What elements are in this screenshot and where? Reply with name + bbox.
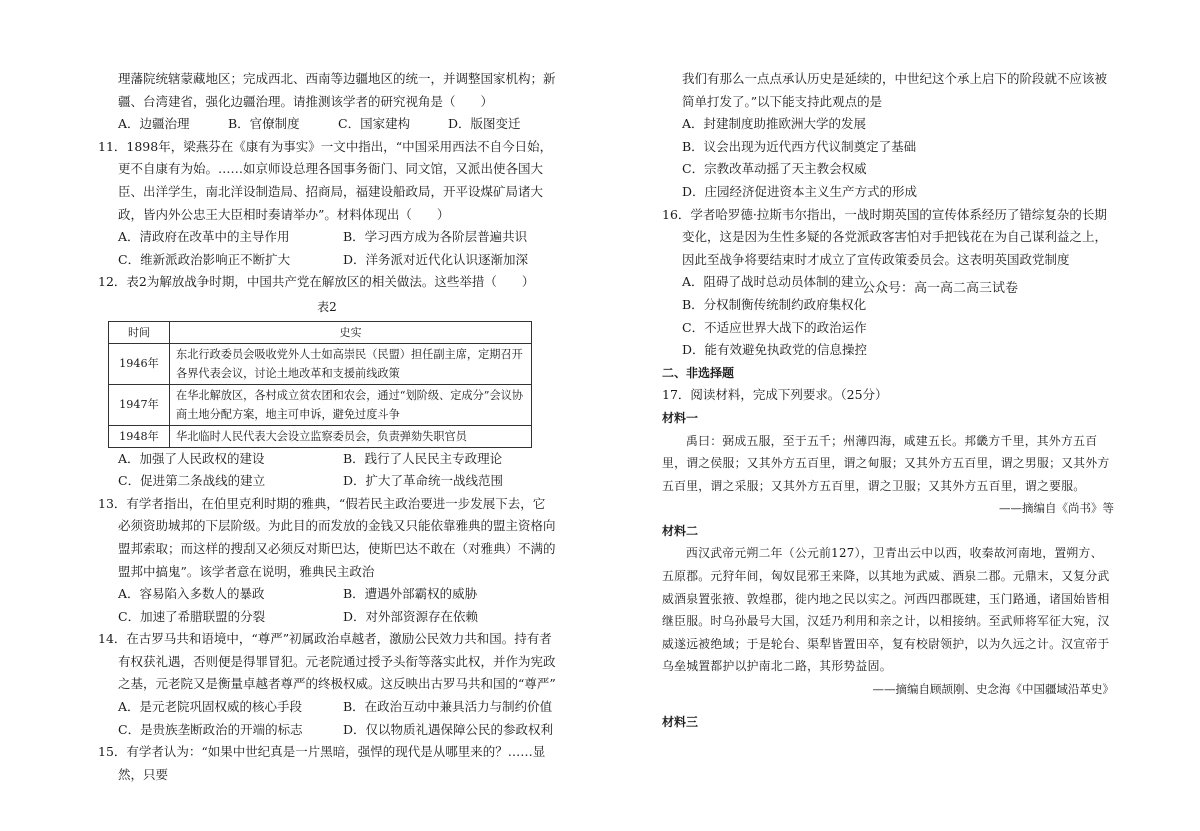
q13-options-row2 — [98, 606, 556, 629]
material-1-source: ——摘编自《尚书》等 — [999, 501, 1114, 516]
q14-option-d: D．仅以物质礼遇保障公民的参政权利 — [343, 721, 554, 737]
material-1-text: 禹曰：弼成五服，至于五千；州薄四海，咸建五长。邦畿方千里，其外方五百里，谓之侯服；又其外方五百里，谓之甸服；又其外方五百里，谓之男服；又其外方五百里，谓之采服；又其外方五百里，谓之卫服；又其外方五百里，谓之要服。 — [662, 433, 1110, 493]
q10-option-a: A．边疆治理 — [118, 116, 190, 132]
watermark-text: 公众号：高一高二高三试卷 — [862, 281, 1019, 296]
q14-options-row1 — [98, 696, 556, 719]
q10-option-d: D．版图变迁 — [448, 116, 521, 132]
table-header-row — [109, 321, 532, 343]
q16-option-a: A．阻碍了战时总动员体制的建立 — [682, 274, 867, 290]
material-3-title: 材料三 — [662, 714, 699, 729]
spacer — [662, 701, 1114, 711]
table-row — [109, 425, 532, 447]
q12-option-b: B．践行了人民民主专政理论 — [343, 450, 503, 466]
q17-stem: 17．阅读材料，完成下列要求。（25分） — [662, 387, 888, 403]
q11-option-a: A．清政府在改革中的主导作用 — [118, 229, 290, 245]
q15-stem-tail: 我们有那么一点点承认历史是延续的，中世纪这个承上启下的阶段就不应该被简单打发了。”以下能支持此观点的是 — [682, 71, 1108, 109]
q11-options-row1 — [98, 226, 556, 249]
q13-stem: 13．有学者指出，在伯里克利时期的雅典，“假若民主政治要进一步发展下去，它必须资助城邦的下层阶级。为此目的而发放的金钱又只能依靠雅典的盟主资格向盟邦索取；而这样的搜刮又必须反对斯巴达，使斯巴达不敢在（对雅典）不满的盟邦中搞鬼”。该学者意在说明，雅典民主政治 — [98, 495, 556, 579]
q14-option-b: B．在政治互动中兼具活力与制约价值 — [343, 699, 553, 715]
table-cell-fact: 东北行政委员会吸收党外人士如高崇民（民盟）担任副主席，定期召开各界代表会议，讨论土地改革和支援前线政策 — [170, 343, 532, 384]
q14-option-a: A．是元老院巩固权威的核心手段 — [118, 699, 303, 715]
q12-option-a: A．加强了人民政权的建设 — [118, 450, 265, 466]
q15-option-d: D．庄园经济促进资本主义生产方式的形成 — [682, 183, 918, 199]
q13-option-c: C．加速了希腊联盟的分裂 — [118, 608, 266, 624]
table-caption: 表2 — [317, 299, 337, 314]
q15-stem: 15．有学者认为：“如果中世纪真是一片黑暗，强悍的现代是从哪里来的？……显然，只要 — [98, 744, 546, 782]
right-column — [662, 68, 1114, 733]
material-2-title: 材料二 — [662, 523, 699, 538]
q12-option-c: C．促进第二条战线的建立 — [118, 473, 266, 489]
q11-options-row2 — [98, 249, 556, 272]
q11-option-b: B．学习西方成为各阶层普遍共识 — [343, 229, 528, 245]
q15-option-a: A．封建制度助推欧洲大学的发展 — [682, 116, 867, 132]
section-heading: 二、非选择题 — [662, 365, 735, 380]
q12-options-row1 — [98, 448, 556, 471]
q12-options-row2 — [98, 470, 556, 493]
table-header-time: 时间 — [109, 321, 170, 343]
material-2-text: 西汉武帝元朔二年（公元前127），卫青出云中以西，收秦故河南地，置朔方、五原郡。元狩年间，匈奴昆邪王来降，以其地为武威、酒泉二郡。元鼎末，又复分武威酒泉置张掖、敦煌郡，徙内地之民以实之。河西四郡既建，玉门路通，诸国始皆相继臣服。时乌孙最号大国，汉廷乃利用和亲之计，以相接纳。至武师将军征大宛，汉威遂远被绝域；于是轮台、渠犁皆置田卒，复有校尉领护，以为久远之计。汉宣帝于乌垒城置都护以护南北二路，其形势益固。 — [662, 546, 1110, 674]
q12-option-d: D．扩大了革命统一战线范围 — [343, 473, 504, 489]
q16-stem: 16．学者哈罗德·拉斯韦尔指出，一战时期英国的宣传体系经历了错综复杂的长期变化，这是因为生性多疑的各党派政客害怕对手把钱花在为自己谋利益之上，因此至战争将要结束时才成立了宣传政策委员会。这表明英国政党制度 — [662, 206, 1108, 267]
table-cell-fact: 在华北解放区，各村成立贫农团和农会，通过“划阶级、定成分”会议协商土地分配方案，地主可申诉，避免过度斗争 — [170, 384, 532, 425]
q14-stem: 14．在古罗马共和语境中，“尊严”初属政治卓越者，激励公民效力共和国。持有者有权获礼遇，否则便是得罪冒犯。元老院通过授予头衔等落实此权，并作为宪政之基，元老院又是衡量卓越者尊严的终极权威。这反映出古罗马共和国的“尊严” — [98, 631, 556, 692]
history-table — [108, 321, 532, 448]
q11-option-d: D．洋务派对近代化认识逐渐加深 — [343, 251, 529, 267]
q15-option-b: B．议会出现为近代西方代议制奠定了基础 — [682, 138, 917, 154]
table-row — [109, 343, 532, 384]
q10-stem-tail: 理藩院统辖蒙藏地区；完成西北、西南等边疆地区的统一，并调整国家机构；新疆、台湾建省，强化边疆治理。请推测该学者的研究视角是（ ） — [118, 71, 556, 109]
table-cell-year: 1948年 — [109, 425, 170, 447]
table-cell-fact: 华北临时人民代表大会设立监察委员会，负责弹劾失职官员 — [170, 425, 532, 447]
q16-option-c: C．不适应世界大战下的政治运作 — [682, 319, 867, 335]
q14-option-c: C．是贵族垄断政治的开端的标志 — [118, 721, 303, 737]
q13-option-a: A．容易陷入多数人的暴政 — [118, 586, 265, 602]
q10-option-b: B．官僚制度 — [228, 116, 300, 132]
table-row — [109, 384, 532, 425]
table-cell-year: 1947年 — [109, 384, 170, 425]
q15-option-c: C．宗教改革动摇了天主教会权威 — [682, 161, 867, 177]
q16-option-d: D．能有效避免执政党的信息操控 — [682, 342, 868, 358]
q11-option-c: C．维新派政治影响正不断扩大 — [118, 251, 291, 267]
q16-option-b: B．分权制衡传统制约政府集权化 — [682, 296, 867, 312]
q13-options-row1 — [98, 583, 556, 606]
q13-option-b: B．遭遇外部霸权的威胁 — [343, 586, 478, 602]
table-header-fact: 史实 — [170, 321, 532, 343]
q10-options — [98, 113, 556, 136]
q11-stem: 11．1898年，梁燕芬在《康有为事实》一文中指出，“中国采用西法不自今日始，更不自康有为始。……如京师设总理各国事务衙门、同文馆，又派出使各国大臣、出洋学生，南北洋设制造局、招商局，福建设船政局，开平设煤矿局诸大政，皆内外公忠王大臣相时奏请举办”。材料体现出（ ） — [98, 138, 553, 222]
q14-options-row2 — [98, 719, 556, 742]
table-cell-year: 1946年 — [109, 343, 170, 384]
q12-stem: 12．表2为解放战争时期，中国共产党在解放区的相关做法。这些举措（ ） — [98, 274, 535, 290]
q13-option-d: D．对外部资源存在依赖 — [343, 608, 479, 624]
material-1-title: 材料一 — [662, 410, 699, 425]
left-column — [98, 68, 556, 786]
material-2-source: ——摘编自顾颉刚、史念海《中国疆域沿革史》 — [872, 682, 1114, 697]
q10-option-c: C．国家建构 — [338, 116, 411, 132]
